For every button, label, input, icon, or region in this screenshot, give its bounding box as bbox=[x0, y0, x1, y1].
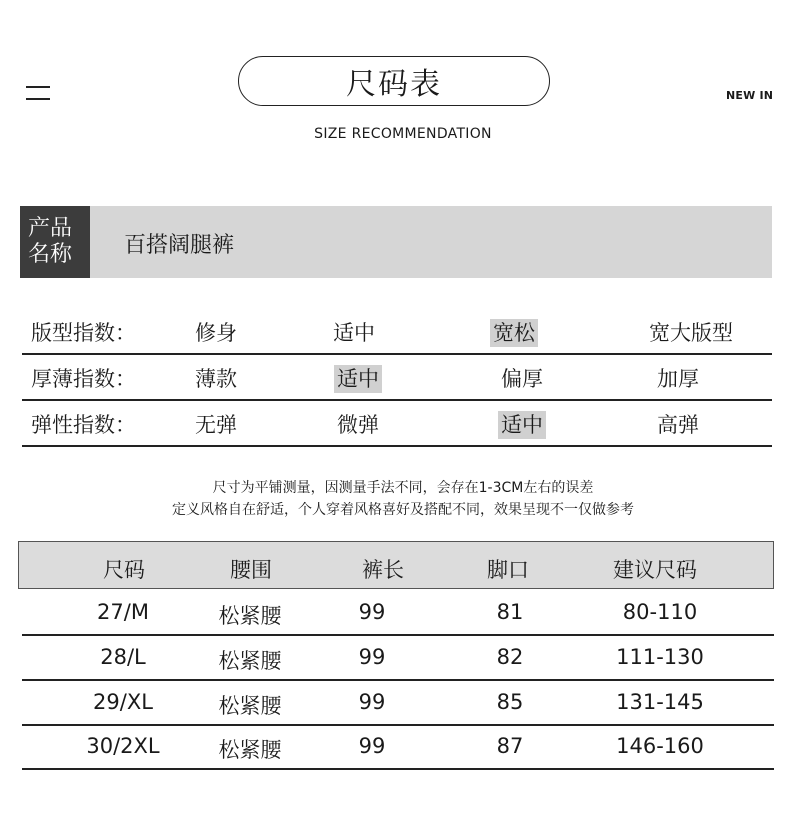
rating-label: 版型指数： bbox=[31, 321, 136, 345]
waist-cell: 松紧腰 bbox=[218, 649, 282, 673]
size-cell: 28/L bbox=[100, 645, 146, 669]
rating-option-selected: 宽松 bbox=[490, 319, 538, 347]
column-header: 脚口 bbox=[487, 558, 529, 582]
new-in-badge: NEW IN bbox=[726, 89, 774, 102]
length-cell: 99 bbox=[358, 690, 386, 714]
menu-icon[interactable] bbox=[26, 86, 50, 100]
column-header: 腰围 bbox=[230, 558, 272, 582]
rating-option: 适中 bbox=[333, 321, 375, 345]
rating-row-elasticity bbox=[22, 403, 772, 447]
product-label-line1: 产品 bbox=[28, 216, 73, 241]
length-cell: 99 bbox=[358, 645, 386, 669]
recommend-cell: 111-130 bbox=[616, 645, 704, 669]
rating-option-selected: 适中 bbox=[498, 411, 546, 439]
rating-option: 薄款 bbox=[195, 367, 237, 391]
column-header: 建议尺码 bbox=[613, 558, 697, 582]
recommend-cell: 146-160 bbox=[616, 734, 704, 758]
length-cell: 99 bbox=[358, 734, 386, 758]
product-label-line2: 名称 bbox=[28, 242, 73, 267]
size-cell: 30/2XL bbox=[86, 734, 160, 758]
rating-option: 微弹 bbox=[337, 413, 379, 437]
page-subtitle: SIZE RECOMMENDATION bbox=[314, 126, 492, 142]
rating-label: 弹性指数： bbox=[31, 413, 136, 437]
size-table-header bbox=[18, 541, 774, 589]
table-row bbox=[22, 680, 774, 726]
hem-cell: 87 bbox=[496, 734, 524, 758]
hem-cell: 82 bbox=[496, 645, 524, 669]
rating-option-selected: 适中 bbox=[334, 365, 382, 393]
size-cell: 29/XL bbox=[93, 690, 153, 714]
waist-cell: 松紧腰 bbox=[218, 604, 282, 628]
rating-option: 偏厚 bbox=[501, 367, 543, 391]
hem-cell: 81 bbox=[496, 600, 524, 624]
rating-label: 厚薄指数： bbox=[31, 367, 136, 391]
product-name: 百搭阔腿裤 bbox=[124, 233, 235, 258]
rating-row-fit bbox=[22, 311, 772, 355]
rating-option: 无弹 bbox=[195, 413, 237, 437]
column-header: 尺码 bbox=[103, 558, 145, 582]
recommend-cell: 80-110 bbox=[622, 600, 698, 624]
hem-cell: 85 bbox=[496, 690, 524, 714]
table-row bbox=[22, 724, 774, 770]
recommend-cell: 131-145 bbox=[616, 690, 704, 714]
product-label bbox=[20, 206, 90, 278]
table-row bbox=[22, 590, 774, 636]
rating-option: 加厚 bbox=[657, 367, 699, 391]
waist-cell: 松紧腰 bbox=[218, 738, 282, 762]
rating-row-thickness bbox=[22, 357, 772, 401]
size-cell: 27/M bbox=[97, 600, 149, 624]
style-note: 定义风格自在舒适，个人穿着风格喜好及搭配不同，效果呈现不一仅做参考 bbox=[172, 502, 634, 518]
rating-option: 修身 bbox=[195, 321, 237, 345]
length-cell: 99 bbox=[358, 600, 386, 624]
rating-option: 宽大版型 bbox=[649, 321, 733, 345]
table-row bbox=[22, 635, 774, 681]
measurement-note: 尺寸为平铺测量，因测量手法不同，会存在1-3CM左右的误差 bbox=[212, 480, 594, 496]
waist-cell: 松紧腰 bbox=[218, 694, 282, 718]
rating-option: 高弹 bbox=[657, 413, 699, 437]
column-header: 裤长 bbox=[362, 558, 404, 582]
page-title: 尺码表 bbox=[238, 56, 550, 106]
